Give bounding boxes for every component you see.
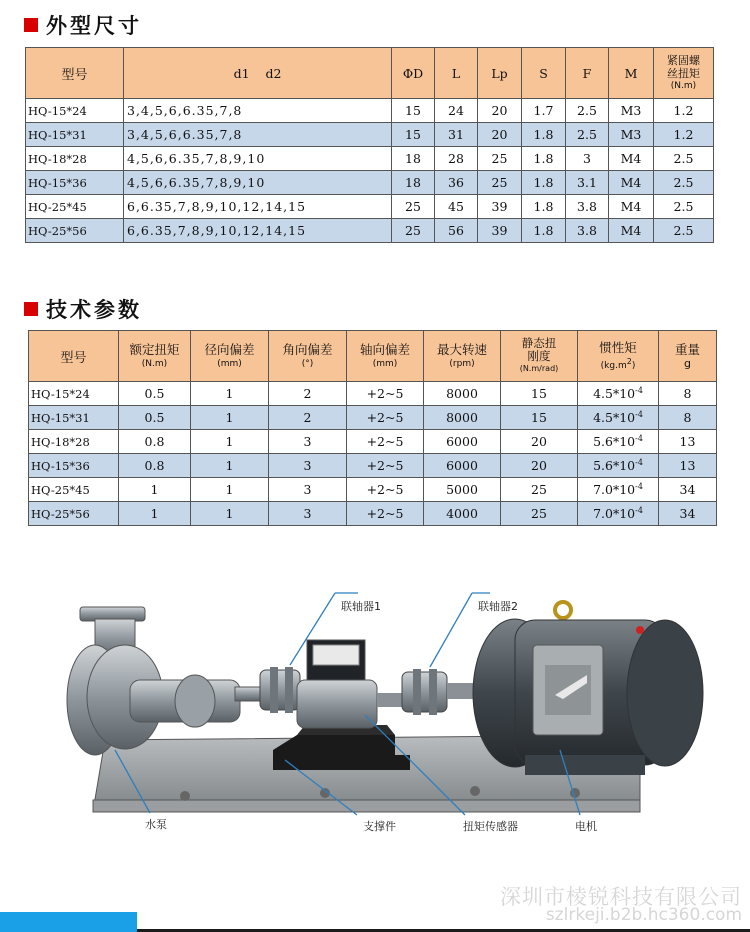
cell-inertia: $4.5*10^{-4}$	[578, 382, 659, 406]
cell-weight: 34	[659, 478, 717, 502]
cell-axial: +2~5	[347, 406, 424, 430]
table-row	[29, 430, 717, 454]
torque-sensor	[297, 640, 402, 728]
coupling-1	[260, 667, 300, 713]
cell-rated_torque: 0.8	[119, 430, 191, 454]
header-inertia: 惯性矩 $(kg.m^2)$	[578, 331, 659, 382]
cell-M: M4	[609, 171, 654, 195]
cell-S: 1.8	[522, 171, 566, 195]
cell-S: 1.8	[522, 147, 566, 171]
cell-M: M3	[609, 99, 654, 123]
cell-radial: 1	[191, 406, 269, 430]
cell-S: 1.8	[522, 195, 566, 219]
label-coupling-1: 联轴器1	[341, 600, 381, 613]
cell-torque: 2.5	[654, 219, 714, 243]
cell-F: 2.5	[566, 123, 609, 147]
cell-axial: +2~5	[347, 454, 424, 478]
header-phiD: ΦD	[392, 48, 435, 99]
cell-Lp: 20	[478, 99, 522, 123]
table-row	[29, 478, 717, 502]
cell-L: 56	[435, 219, 478, 243]
table-header-row	[29, 331, 717, 382]
cell-stiffness: 25	[501, 502, 578, 526]
cell-phiD: 25	[392, 219, 435, 243]
cell-d: 6,6.35,7,8,9,10,12,14,15	[124, 219, 392, 243]
cell-model: HQ-15*24	[26, 99, 124, 123]
table-row	[26, 171, 714, 195]
cell-angular: 2	[269, 382, 347, 406]
cell-model: HQ-25*45	[29, 478, 119, 502]
cell-weight: 13	[659, 454, 717, 478]
header-radial: 径向偏差 (mm)	[191, 331, 269, 382]
cell-S: 1.7	[522, 99, 566, 123]
pump	[67, 607, 280, 755]
cell-F: 3.1	[566, 171, 609, 195]
cell-angular: 3	[269, 454, 347, 478]
cell-stiffness: 20	[501, 430, 578, 454]
cell-L: 36	[435, 171, 478, 195]
cell-Lp: 39	[478, 219, 522, 243]
cell-rated_torque: 0.5	[119, 382, 191, 406]
cell-rated_torque: 0.8	[119, 454, 191, 478]
table-header-row	[26, 48, 714, 99]
cell-model: HQ-18*28	[26, 147, 124, 171]
cell-d: 4,5,6,6.35,7,8,9,10	[124, 147, 392, 171]
cell-axial: +2~5	[347, 502, 424, 526]
cell-speed: 5000	[424, 478, 501, 502]
header-d: d1 d2	[124, 48, 392, 99]
cell-model: HQ-25*56	[29, 502, 119, 526]
cell-weight: 8	[659, 406, 717, 430]
cell-axial: +2~5	[347, 382, 424, 406]
cell-rated_torque: 1	[119, 502, 191, 526]
cell-model: HQ-15*31	[26, 123, 124, 147]
cell-inertia: $7.0*10^{-4}$	[578, 502, 659, 526]
cell-weight: 34	[659, 502, 717, 526]
header-L: L	[435, 48, 478, 99]
cell-angular: 3	[269, 478, 347, 502]
section-title-specs: 技术参数	[24, 294, 142, 324]
table-row	[29, 502, 717, 526]
cell-L: 28	[435, 147, 478, 171]
cell-phiD: 15	[392, 99, 435, 123]
cell-torque: 1.2	[654, 123, 714, 147]
header-speed: 最大转速 (rpm)	[424, 331, 501, 382]
cell-rated_torque: 0.5	[119, 406, 191, 430]
cell-model: HQ-18*28	[29, 430, 119, 454]
cell-angular: 2	[269, 406, 347, 430]
cell-angular: 3	[269, 502, 347, 526]
cell-axial: +2~5	[347, 478, 424, 502]
header-rated-torque: 额定扭矩 (N.m)	[119, 331, 191, 382]
cell-model: HQ-25*45	[26, 195, 124, 219]
cell-radial: 1	[191, 430, 269, 454]
cell-L: 31	[435, 123, 478, 147]
table-row	[26, 195, 714, 219]
label-coupling-2: 联轴器2	[478, 600, 518, 613]
table-row	[26, 99, 714, 123]
cell-torque: 1.2	[654, 99, 714, 123]
table-row	[26, 147, 714, 171]
section-title-dimensions: 外型尺寸	[24, 10, 142, 40]
cell-weight: 8	[659, 382, 717, 406]
cell-S: 1.8	[522, 219, 566, 243]
label-support: 支撑件	[363, 820, 396, 833]
cell-L: 45	[435, 195, 478, 219]
table-row	[29, 406, 717, 430]
cell-model: HQ-15*31	[29, 406, 119, 430]
cell-radial: 1	[191, 382, 269, 406]
watermark-url: szlrkeji.b2b.hc360.com	[545, 905, 742, 925]
cell-phiD: 18	[392, 171, 435, 195]
cell-radial: 1	[191, 478, 269, 502]
cell-radial: 1	[191, 454, 269, 478]
support-block	[273, 725, 410, 770]
cell-L: 24	[435, 99, 478, 123]
header-model: 型号	[26, 48, 124, 99]
cell-model: HQ-25*56	[26, 219, 124, 243]
cell-speed: 4000	[424, 502, 501, 526]
cell-d: 4,5,6,6.35,7,8,9,10	[124, 171, 392, 195]
cell-axial: +2~5	[347, 430, 424, 454]
watermark-company: 深圳市棱锐科技有限公司	[500, 885, 742, 909]
cell-torque: 2.5	[654, 171, 714, 195]
table-row	[26, 123, 714, 147]
table-row	[29, 454, 717, 478]
cell-d: 3,4,5,6,6.35,7,8	[124, 123, 392, 147]
cell-stiffness: 25	[501, 478, 578, 502]
cell-M: M4	[609, 219, 654, 243]
red-square-icon	[24, 18, 38, 32]
header-Lp: Lp	[478, 48, 522, 99]
cell-Lp: 25	[478, 147, 522, 171]
table-row	[26, 219, 714, 243]
cell-model: HQ-15*36	[26, 171, 124, 195]
cell-Lp: 25	[478, 171, 522, 195]
cell-phiD: 18	[392, 147, 435, 171]
header-model: 型号	[29, 331, 119, 382]
cell-speed: 6000	[424, 430, 501, 454]
cell-angular: 3	[269, 430, 347, 454]
cell-stiffness: 15	[501, 382, 578, 406]
cell-model: HQ-15*36	[29, 454, 119, 478]
label-pump: 水泵	[145, 818, 167, 831]
cell-d: 6,6.35,7,8,9,10,12,14,15	[124, 195, 392, 219]
label-torque-sensor: 扭矩传感器	[463, 820, 518, 833]
cell-rated_torque: 1	[119, 478, 191, 502]
cell-torque: 2.5	[654, 147, 714, 171]
cell-radial: 1	[191, 502, 269, 526]
cell-M: M4	[609, 195, 654, 219]
cell-speed: 8000	[424, 382, 501, 406]
cell-F: 2.5	[566, 99, 609, 123]
cell-M: M3	[609, 123, 654, 147]
cell-weight: 13	[659, 430, 717, 454]
header-torque: 紧固螺 丝扭矩 (N.m)	[654, 48, 714, 99]
cell-model: HQ-15*24	[29, 382, 119, 406]
cell-speed: 8000	[424, 406, 501, 430]
cell-inertia: $7.0*10^{-4}$	[578, 478, 659, 502]
test-rig-illustration	[35, 575, 715, 850]
header-stiffness: 静态扭 刚度 (N.m/rad)	[501, 331, 578, 382]
cell-inertia: $5.6*10^{-4}$	[578, 430, 659, 454]
cell-torque: 2.5	[654, 195, 714, 219]
dimensions-table	[25, 47, 714, 243]
header-weight: 重量 g	[659, 331, 717, 382]
motor	[473, 602, 703, 775]
cell-speed: 6000	[424, 454, 501, 478]
footer-accent-bar	[0, 912, 137, 932]
cell-inertia: $5.6*10^{-4}$	[578, 454, 659, 478]
cell-d: 3,4,5,6,6.35,7,8	[124, 99, 392, 123]
cell-inertia: $4.5*10^{-4}$	[578, 406, 659, 430]
header-angular: 角向偏差 (°)	[269, 331, 347, 382]
cell-phiD: 15	[392, 123, 435, 147]
cell-phiD: 25	[392, 195, 435, 219]
header-axial: 轴向偏差 (mm)	[347, 331, 424, 382]
coupling-2	[402, 669, 477, 715]
cell-stiffness: 20	[501, 454, 578, 478]
red-square-icon	[24, 302, 38, 316]
header-F: F	[566, 48, 609, 99]
cell-Lp: 20	[478, 123, 522, 147]
specs-table	[28, 330, 717, 526]
cell-F: 3	[566, 147, 609, 171]
header-S: S	[522, 48, 566, 99]
cell-F: 3.8	[566, 219, 609, 243]
cell-S: 1.8	[522, 123, 566, 147]
table-row	[29, 382, 717, 406]
label-motor: 电机	[575, 820, 597, 833]
header-M: M	[609, 48, 654, 99]
cell-stiffness: 15	[501, 406, 578, 430]
cell-F: 3.8	[566, 195, 609, 219]
cell-Lp: 39	[478, 195, 522, 219]
cell-M: M4	[609, 147, 654, 171]
